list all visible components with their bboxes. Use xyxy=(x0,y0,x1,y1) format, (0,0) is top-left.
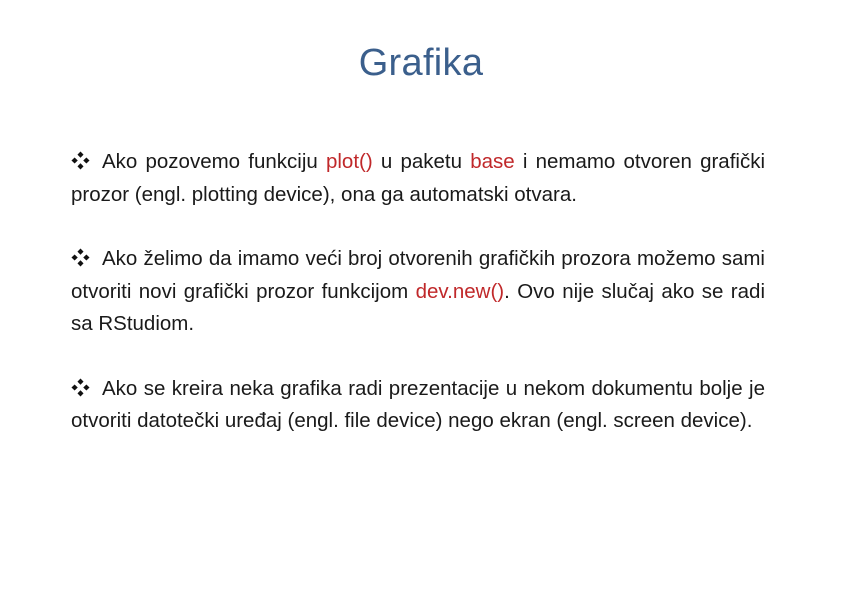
bullet-text: Ako se kreira neka grafika radi prezentacije u nekom dokumentu bolje je otvoriti datotečki uređaj (engl. file device) nego ekran (engl. screen device). xyxy=(71,376,765,432)
bullet-item-dev-new xyxy=(71,243,765,341)
diamond-bullet-icon xyxy=(71,151,90,170)
bullet-text: u paketu xyxy=(372,150,471,173)
slide-title: Grafika xyxy=(358,42,484,84)
bullet-text: Ako želimo da imamo veći broj otvorenih grafičkih prozora možemo sami otvoriti novi grafički prozor funkcijom xyxy=(71,247,765,303)
bullet-item-plot xyxy=(71,146,765,211)
bullet-list xyxy=(71,146,765,470)
diamond-bullet-icon xyxy=(71,248,90,267)
code-highlight: dev.new() xyxy=(415,279,505,303)
bullet-text: Ako pozovemo funkciju xyxy=(102,150,326,173)
diamond-bullet-icon xyxy=(71,378,90,397)
code-highlight: plot() xyxy=(325,150,373,173)
bullet-text: . Ovo nije slučaj ako se radi sa RStudiom. xyxy=(71,279,765,335)
bullet-item-file-device xyxy=(71,373,765,438)
bullet-text: i nemamo otvoren grafički prozor (engl. plotting device), ona ga automatski otvara. xyxy=(71,150,765,206)
code-highlight: base xyxy=(470,150,515,173)
